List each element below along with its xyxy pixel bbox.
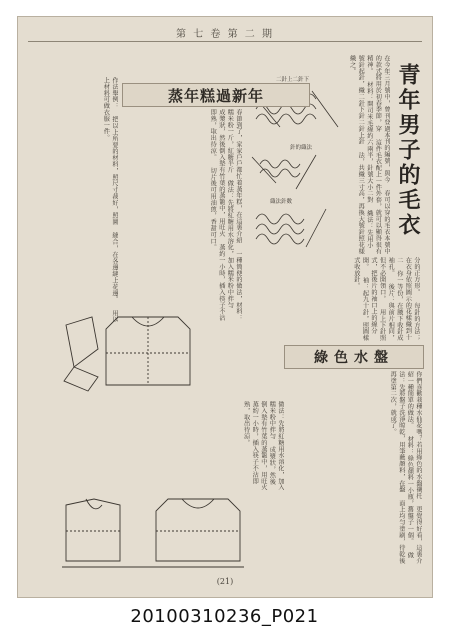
magazine-page	[17, 16, 433, 598]
sweater-title: 青年男子的毛衣	[395, 63, 421, 238]
green-col-4: 做法：先將盤子洗淨晾乾，用筆蘸顏料，在盤	[397, 371, 414, 559]
sweater-col-3: 這件毛衣配上一件外套，就可以顯得很有精神。	[365, 55, 382, 255]
header-rule	[28, 41, 422, 42]
sweater-col-5: 織法：先用小號針起針，織二針下針二針上針	[357, 55, 373, 249]
sweater-col-7: 分的正方形。	[413, 257, 420, 296]
side-col-2: 把以上所要的材料，照尺寸裁好，照圖	[111, 116, 118, 226]
sweater-col-9: 你一等份，在腋下收針成袖孔。	[387, 257, 403, 342]
cake-col-4: 成漿狀，然後倒入墊有竹葉的蒸籠中，用旺火	[217, 109, 225, 237]
sweater-col-10: 後片：與前片相同，但不必開領口。	[378, 257, 395, 342]
cake-col-5: 蒸約一小時，插入筷子不沾即熟，取出待涼。	[209, 109, 225, 321]
issue-label: 第 七 卷 第 二 期	[176, 28, 274, 40]
archive-caption: 20100310236_P021	[130, 606, 319, 627]
cake-col-3: 做法：先將紅糖用水溶化，加入糯米粉中拌勻	[226, 180, 234, 309]
sweater-col-8: 每針的方法；在衣身依照圖示的花樣織到十二	[395, 257, 420, 342]
lower-col-2: 成漿狀，然後倒入墊有竹葉的蒸籠中，用旺火	[259, 401, 276, 491]
green-col-1: 你們喜歡栽種水仙花嗎？若用綠色的水盤襯托	[415, 371, 422, 499]
sweater-pattern-lower	[58, 491, 278, 573]
pattern-diagram-upper	[58, 307, 250, 397]
cake-col-1: 春節到了，家家戶戶都忙着蒸年糕，在這裏介紹	[235, 109, 242, 244]
green-dish-text	[286, 371, 422, 567]
pattern-diagram-lower	[58, 491, 278, 573]
lower-middle-text	[138, 401, 284, 491]
green-col-5: 面上均勻塗刷，待乾後再塗第二次，就成了。	[389, 371, 405, 564]
sweater-col-6: 法，共織三寸高，再換大號針照花樣織之。	[348, 55, 365, 255]
page-header	[18, 21, 432, 43]
side-col-1: 作法舉例：	[111, 77, 118, 109]
cake-col-6: 切片後可用油煎，香甜可口。	[209, 167, 217, 251]
side-col-3: 縫合，在各邊縫上花邊。	[111, 232, 118, 303]
sketch1-label: 二針上二針下	[276, 77, 310, 83]
sweater-text-lower	[250, 257, 420, 345]
green-dish-title: 綠色水盤	[284, 345, 424, 369]
sketch2-label: 針的織法	[290, 145, 313, 151]
green-col-3: 材料：綠色顏料一小瓶，舊盤子一個。	[406, 435, 414, 545]
left-side-text	[60, 77, 118, 327]
sweater-pattern-upper	[58, 307, 250, 397]
page-number: (21)	[216, 577, 234, 586]
sketch3-label: 織法針數	[270, 199, 293, 205]
sweater-col-1: 在今年三月號中，曾刊登過本刊的編號，與今	[383, 55, 390, 183]
sweater-col-12: 袖：起九十針，照圖樣式收放針。	[352, 257, 369, 342]
sweater-col-2: 春可以穿的毛衣本號中的款式將用於初春季節，穿	[374, 55, 390, 255]
lower-col-1: 做法：先將紅糖用水溶化，加入糯米粉中拌勻	[268, 401, 284, 491]
cake-title: 蒸年糕過新年	[122, 83, 310, 107]
cake-col-2: 一種簡便的做法，材料：糯米粉一斤，紅糖半斤	[226, 109, 242, 321]
lower-col-3: 蒸約一小時，插入筷子不沾即熟，取出待涼。	[242, 401, 259, 485]
side-col-4: 用以上材料可做衣服一件。	[102, 77, 118, 323]
sweater-col-4: 材料：開司米毛線約六兩半，針號大小二對	[365, 81, 373, 204]
sweater-col-11: 用上下針照式，把後片的袖口上的線分開。	[361, 257, 386, 342]
cake-text	[122, 109, 242, 321]
green-col-2: 更覺得好看，這裏介紹一種簡單的做法。	[406, 371, 422, 564]
